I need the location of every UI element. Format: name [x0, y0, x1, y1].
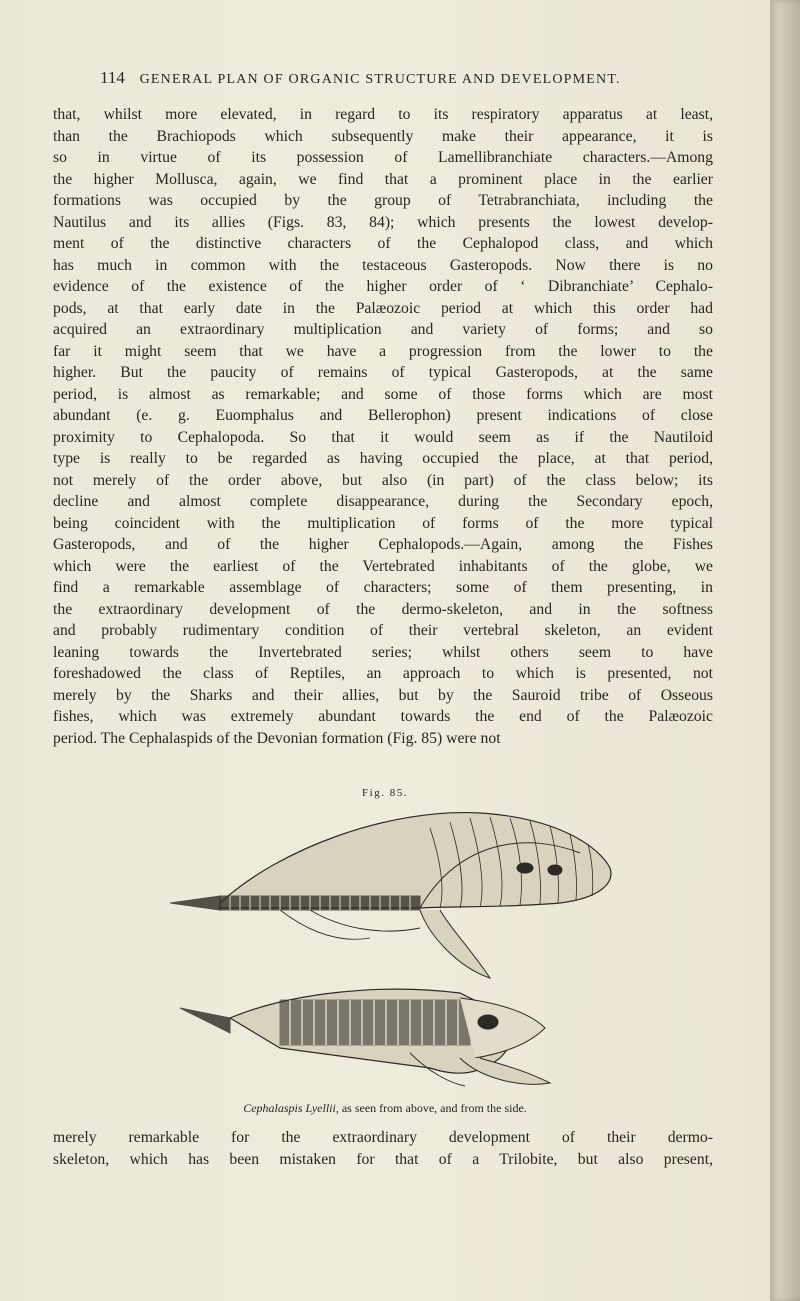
text-line: pods, at that early date in the Palæozoic period at which this order had	[53, 299, 713, 317]
running-title: GENERAL PLAN OF ORGANIC STRUCTURE AND DEVELOPMENT.	[139, 72, 621, 87]
text-line: far it might seem that we have a progression from the lower to the	[53, 342, 713, 360]
fish-side-view	[180, 989, 550, 1086]
text-line: being coincident with the multiplication of forms of the more typical	[53, 514, 713, 532]
text-line: evidence of the existence of the higher order of ‘ Dibranchiate’ Cephalo-	[53, 278, 713, 295]
text-line: skeleton, which has been mistaken for that of a Trilobite, but also present,	[53, 1150, 713, 1168]
text-line: abundant (e. g. Euomphalus and Bellerophon) present indications of close	[53, 407, 713, 424]
fish-top-view	[170, 813, 611, 978]
text-line: acquired an extraordinary multiplication and variety of forms; and so	[53, 321, 713, 338]
running-header	[100, 68, 700, 88]
text-line: ment of the distinctive characters of the Cephalopod class, and which	[53, 235, 713, 252]
text-line: which were the earliest of the Vertebrated inhabitants of the globe, we	[53, 557, 713, 575]
text-line: the extraordinary development of the dermo-skeleton, and in the softness	[53, 600, 713, 618]
text-line: so in virtue of its possession of Lamellibranchiate characters.—Among	[53, 149, 713, 166]
text-line: proximity to Cephalopoda. So that it would seem as if the Nautiloid	[53, 428, 713, 446]
figure-label: Fig. 85.	[362, 787, 408, 799]
caption-text: as seen from above, and from the side.	[338, 1101, 527, 1115]
text-line: formations was occupied by the group of Tetrabranchiata, including the	[53, 192, 713, 209]
text-line: merely by the Sharks and their allies, but by the Sauroid tribe of Osseous	[53, 686, 713, 704]
caption-species: Cephalaspis Lyellii,	[243, 1101, 339, 1115]
body-paragraph	[53, 104, 713, 749]
text-line: leaning towards the Invertebrated series; whilst others seem to have	[53, 643, 713, 661]
text-line: Nautilus and its allies (Figs. 83, 84); which presents the lowest develop-	[53, 213, 713, 231]
text-line: find a remarkable assemblage of characters; some of them presenting, in	[53, 579, 713, 596]
fossil-fish-illustration	[160, 808, 630, 1098]
text-line: higher. But the paucity of remains of typical Gasteropods, at the same	[53, 364, 713, 381]
continued-paragraph	[53, 1127, 713, 1170]
text-line: period, is almost as remarkable; and some of those forms which are most	[53, 385, 713, 403]
text-line: not merely of the order above, but also (in part) of the class below; its	[53, 471, 713, 489]
text-line: merely remarkable for the extraordinary development of their dermo-	[53, 1129, 713, 1146]
text-line: foreshadowed the class of Reptiles, an approach to which is presented, not	[53, 665, 713, 682]
text-line: the higher Mollusca, again, we find that a prominent place in the earlier	[53, 170, 713, 188]
text-line: Gasteropods, and of the higher Cephalopods.—Again, among the Fishes	[53, 536, 713, 553]
text-line: has much in common with the testaceous Gasteropods. Now there is no	[53, 256, 713, 274]
text-line: and probably rudimentary condition of their vertebral skeleton, an evident	[53, 622, 713, 639]
text-line: type is really to be regarded as having occupied the place, at that period,	[53, 450, 713, 467]
text-line: period. The Cephalaspids of the Devonian formation (Fig. 85) were not	[53, 729, 501, 747]
text-line: that, whilst more elevated, in regard to its respiratory apparatus at least,	[53, 106, 713, 123]
text-line: fishes, which was extremely abundant towards the end of the Palæozoic	[53, 708, 713, 725]
text-line: decline and almost complete disappearance, during the Secondary epoch,	[53, 493, 713, 510]
text-line: than the Brachiopods which subsequently make their appearance, it is	[53, 127, 713, 145]
figure-caption	[0, 1101, 770, 1116]
page-number: 114	[100, 68, 125, 87]
book-spine-edge	[770, 0, 800, 1301]
